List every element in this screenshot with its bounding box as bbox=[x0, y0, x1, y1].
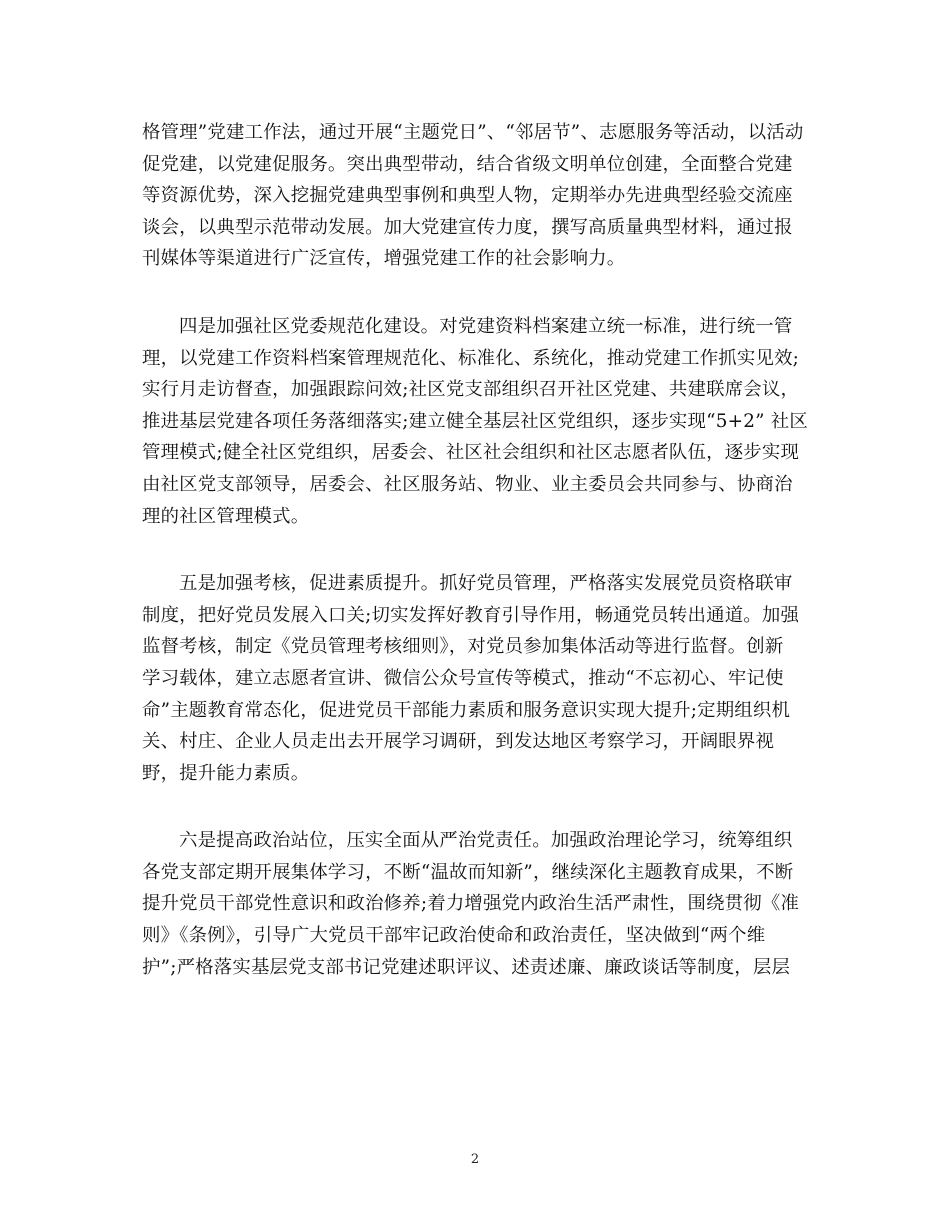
text-line: 实行月走访督查，加强跟踪问效;社区党支部组织召开社区党建、共建联席会议， bbox=[142, 379, 800, 401]
paragraph-continuation bbox=[142, 117, 810, 275]
text-line: 各党支部定期开展集体学习，不断“温故而知新”，继续深化主题教育成果，不断 bbox=[142, 861, 794, 883]
text-line: 学习载体，建立志愿者宣讲、微信公众号宣传等模式，推动“不忘初心、牢记使 bbox=[142, 667, 784, 689]
text-line: 推进基层党建各项任务落细落实;建立健全基层社区党组织，逐步实现“5+2” 社区 bbox=[142, 410, 808, 432]
text-line: 格管理”党建工作法，通过开展“主题党日”、“邻居节”、志愿服务等活动，以活动 bbox=[142, 122, 804, 143]
text-line: 提升党员干部党性意识和政治修养;着力增强党内政治生活严肃性，围绕贯彻《准 bbox=[142, 893, 800, 915]
text-line: 关、村庄、企业人员走出去开展学习调研，到发达地区考察学习，开阔眼界视 bbox=[142, 731, 775, 753]
paragraph-five bbox=[142, 568, 810, 789]
page-number: 2 bbox=[470, 1152, 480, 1167]
paragraph-four bbox=[142, 311, 810, 532]
text-line: 谈会，以典型示范带动发展。加大党建宣传力度，撰写高质量典型材料，通过报 bbox=[142, 216, 793, 238]
paragraph-six bbox=[142, 825, 810, 983]
text-line: 四是加强社区党委规范化建设。对党建资料档案建立统一标准，进行统一管 bbox=[179, 315, 793, 337]
text-line: 由社区党支部领导，居委会、社区服务站、物业、业主委员会共同参与、协商治 bbox=[142, 473, 793, 495]
text-line: 刊媒体等渠道进行广泛宣传，增强党建工作的社会影响力。 bbox=[142, 248, 626, 270]
text-line: 则》《条例》，引导广大党员干部牢记政治使命和政治责任，坚决做到“两个维 bbox=[142, 925, 766, 947]
text-line: 命”主题教育常态化，促进党员干部能力素质和服务意识实现大提升;定期组织机 bbox=[142, 699, 791, 721]
text-line: 监督考核，制定《党员管理考核细则》，对党员参加集体活动等进行监督。创新 bbox=[142, 636, 784, 658]
text-line: 六是提高政治站位，压实全面从严治党责任。加强政治理论学习，统筹组织 bbox=[179, 830, 793, 852]
text-line: 五是加强考核，促进素质提升。抓好党员管理，严格落实发展党员资格联审 bbox=[179, 573, 793, 595]
text-line: 等资源优势，深入挖掘党建典型事例和典型人物，定期举办先进典型经验交流座 bbox=[142, 185, 793, 207]
text-line: 野，提升能力素质。 bbox=[142, 762, 310, 784]
text-line: 制度，把好党员发展入口关;切实发挥好教育引导作用，畅通党员转出通道。加强 bbox=[142, 604, 800, 626]
text-line: 护”;严格落实基层党支部书记党建述职评议、述责述廉、廉政谈话等制度，层层 bbox=[142, 956, 791, 978]
text-line: 理的社区管理模式。 bbox=[142, 505, 310, 527]
text-line: 管理模式;健全社区党组织，居委会、社区社会组织和社区志愿者队伍，逐步实现 bbox=[142, 442, 800, 464]
document-body bbox=[142, 117, 810, 1019]
text-line: 促党建，以党建促服务。突出典型带动，结合省级文明单位创建，全面整合党建 bbox=[142, 153, 793, 175]
text-line: 理，以党建工作资料档案管理规范化、标准化、系统化，推动党建工作抓实见效; bbox=[142, 347, 800, 369]
